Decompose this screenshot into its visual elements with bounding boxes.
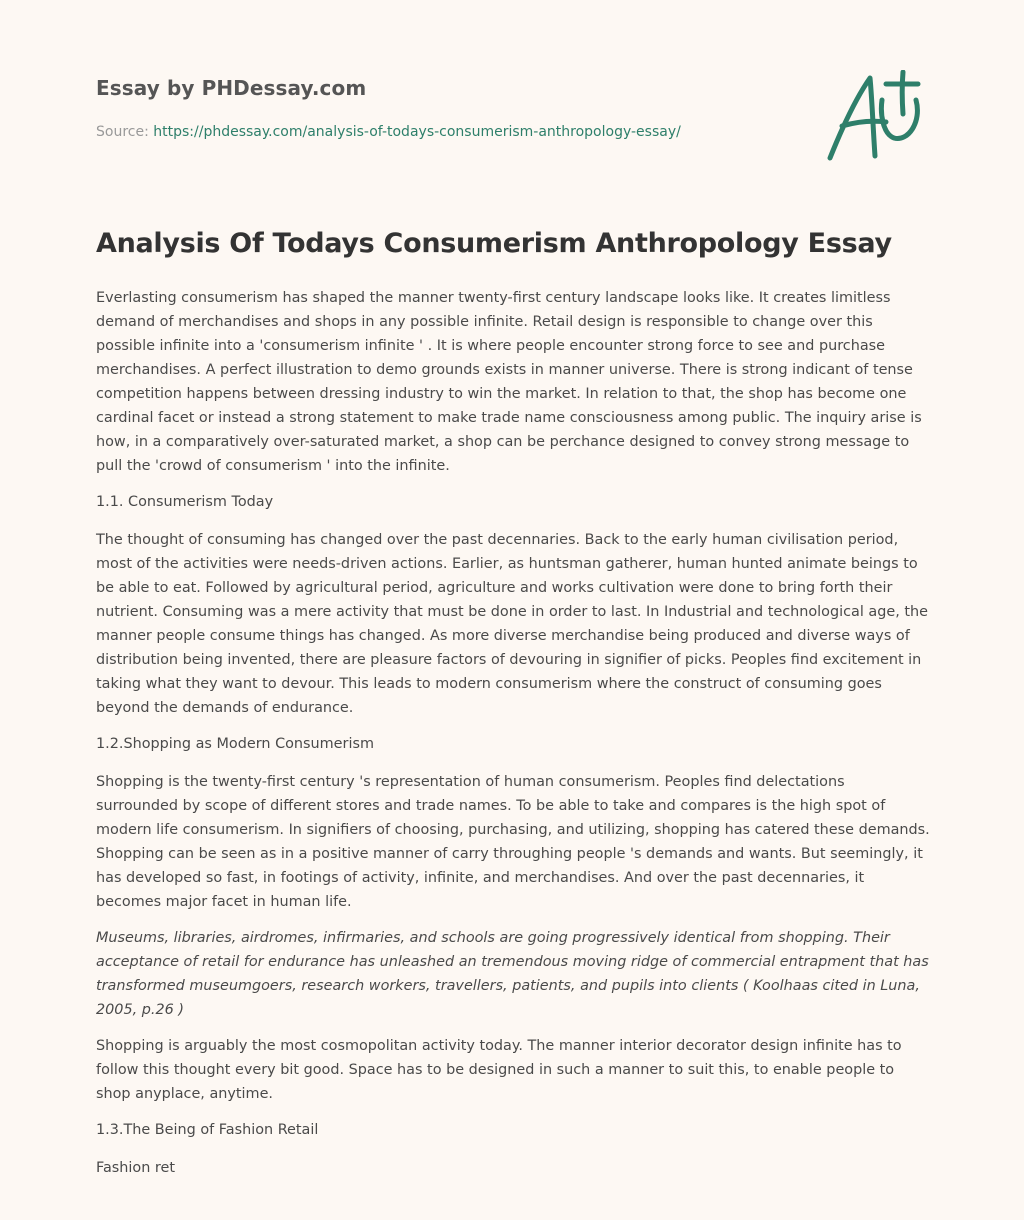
source-line [96, 124, 681, 140]
source-label: Source: [96, 124, 149, 140]
paragraph: The thought of consuming has changed over the past decennaries. Back to the early human civilisation period, most of the activities were needs-driven actions. Earlier, as huntsman gatherer, human hunted animate beings to be able to eat. Followed by agricultural period, agriculture and works cultivation were done to bring forth their nutrient. Consuming was a mere activity that must be done in order to last. In Industrial and technological age, the manner people consume things has changed. As more diverse merchandise being produced and diverse ways of distribution being invented, there are pleasure factors of devouring in signifier of picks. Peoples find excitement in taking what they want to devour. This leads to modern consumerism where the construct of consuming goes beyond the demands of endurance. [96, 532, 928, 716]
paragraph: Shopping is the twenty-first century 's representation of human consumerism. Peoples find delectations surrounded by scope of different stores and trade names. To be able to take and compares is the high spot of modern life consumerism. In signifiers of choosing, purchasing, and utilizing, shopping has catered these demands. Shopping can be seen as in a positive manner of carry throughing people 's demands and wants. But seemingly, it has developed so fast, in footings of activity, infinite, and merchandises. And over the past decennaries, it becomes major facet in human life. [96, 774, 930, 910]
section-heading: 1.3.The Being of Fashion Retail [96, 1122, 319, 1138]
section-heading: 1.2.Shopping as Modern Consumerism [96, 736, 374, 752]
block-quote: Museums, libraries, airdromes, infirmaries, and schools are going progressively identical from shopping. Their acceptance of retail for endurance has unleashed an tremendous moving ridge of commercial entrapment that has transformed museumgoers, research workers, travellers, patients, and pupils into clients ( Koolhaas cited in Luna, 2005, p.26 ) [96, 930, 929, 1018]
site-title: Essay by PHDessay.com [96, 76, 367, 100]
paragraph: Shopping is arguably the most cosmopolitan activity today. The manner interior decorator design infinite has to follow this thought every bit good. Space has to be designed in such a manner to suit this, to enable people to shop anyplace, anytime. [96, 1038, 902, 1102]
section-heading: 1.1. Consumerism Today [96, 494, 274, 510]
essay-body [96, 286, 930, 1192]
paragraph: Fashion ret [96, 1160, 175, 1176]
source-link[interactable]: https://phdessay.com/analysis-of-todays-consumerism-anthropology-essay/ [153, 124, 681, 140]
a-plus-logo-icon [826, 70, 926, 162]
paragraph: Everlasting consumerism has shaped the manner twenty-first century landscape looks like. It creates limitless demand of merchandises and shops in any possible infinite. Retail design is responsible to change over this possible infinite into a 'consumerism infinite ' . It is where people encounter strong force to see and purchase merchandises. A perfect illustration to demo grounds exists in manner universe. There is strong indicant of tense competition happens between dressing industry to win the market. In relation to that, the shop has become one cardinal facet or instead a strong statement to make trade name consciousness among public. The inquiry arise is how, in a comparatively over-saturated market, a shop can be perchance designed to convey strong message to pull the 'crowd of consumerism ' into the infinite. [96, 290, 922, 474]
essay-title: Analysis Of Todays Consumerism Anthropology Essay [96, 228, 892, 259]
